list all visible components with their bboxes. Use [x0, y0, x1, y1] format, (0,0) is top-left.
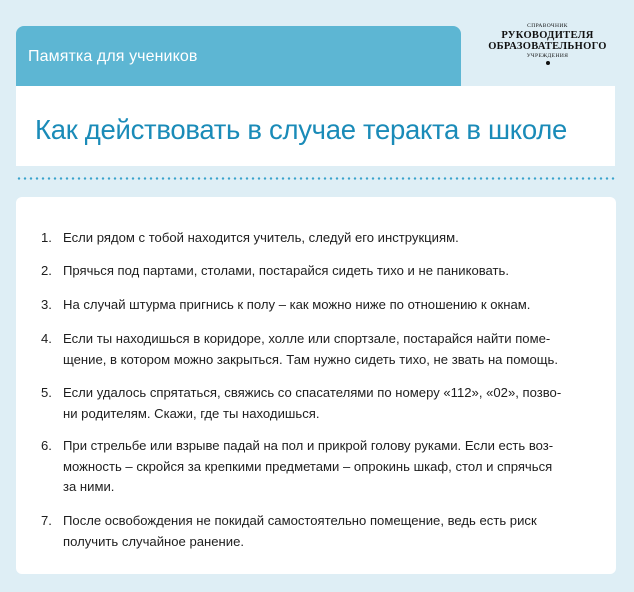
item-line: При стрельбе или взрыве падай на пол и прикрой голову руками. Если есть воз- — [63, 438, 554, 453]
header-tab — [16, 26, 461, 86]
item-text — [63, 511, 611, 552]
item-line: Если ты находишься в коридоре, холле или спортзале, постарайся найти поме- — [63, 331, 551, 346]
item-line: Если рядом с тобой находится учитель, следуй его инструкциям. — [63, 230, 459, 245]
item-number: 1. — [41, 230, 52, 245]
item-line: На случай штурма пригнись к полу – как можно ниже по отношению к окнам. — [63, 297, 531, 312]
instructions-list — [16, 197, 616, 574]
item-line: Прячься под партами, столами, постарайся сидеть тихо и не паниковать. — [63, 263, 509, 278]
title-box — [16, 86, 615, 166]
item-number: 7. — [41, 513, 52, 528]
dotted-divider — [16, 177, 616, 180]
item-number: 4. — [41, 331, 52, 346]
logo-line-3: ОБРАЗОВАТЕЛЬНОГО — [488, 41, 607, 52]
item-number: 3. — [41, 297, 52, 312]
logo-line-2: РУКОВОДИТЕЛЯ — [501, 30, 594, 41]
item-text — [63, 261, 611, 282]
page-title: Как действовать в случае теракта в школе — [35, 114, 567, 145]
item-number: 5. — [41, 385, 52, 400]
publisher-logo — [470, 22, 625, 78]
logo-line-1: СПРАВОЧНИК — [527, 23, 568, 29]
item-text — [63, 295, 611, 316]
item-line: можность – скройся за крепкими предметами – опрокинь шкаф, стол и спрячься — [63, 458, 553, 474]
item-number: 6. — [41, 438, 52, 453]
item-text — [63, 436, 611, 498]
item-line: получить случайное ранение. — [63, 533, 244, 549]
item-line: за ними. — [63, 479, 115, 494]
item-text — [63, 228, 611, 249]
item-text — [63, 329, 611, 370]
item-line: Если удалось спрятаться, свяжись со спасателями по номеру «112», «02», позво- — [63, 385, 562, 400]
item-line: ни родителям. Скажи, где ты находишься. — [63, 405, 320, 421]
item-text — [63, 383, 611, 424]
logo-line-4: УЧРЕЖДЕНИЯ — [526, 53, 569, 59]
item-number: 2. — [41, 263, 52, 278]
item-line: После освобождения не покидай самостоятельно помещение, ведь есть риск — [63, 513, 537, 528]
header-tab-label: Памятка для учеников — [28, 48, 198, 65]
logo-dot — [546, 61, 550, 65]
item-line: щение, в котором можно закрыться. Там нужно сидеть тихо, не звать на помощь. — [63, 351, 558, 367]
